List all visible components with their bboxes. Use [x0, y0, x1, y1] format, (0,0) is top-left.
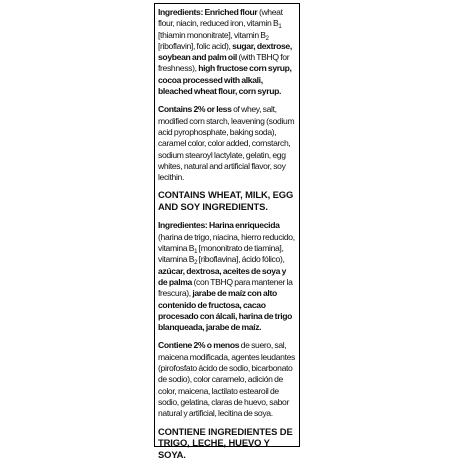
jarabe-cacao-text: jarabe de maíz con alto contenido de fructosa, cacao procesado con álcali, harina de trigo blanqueada, jarabe de maíz. — [158, 288, 292, 332]
subscript-1: 1 — [194, 249, 197, 255]
flour-detail-text: [thiamin mononitrate], vitamin B — [158, 30, 266, 40]
subscript-2: 2 — [194, 260, 197, 266]
subscript-1: 1 — [278, 24, 281, 30]
subscript-2: 2 — [266, 36, 269, 42]
azucar-aceites-text: azúcar, dextrosa, aceites de soya y de palma — [158, 266, 286, 287]
harina-detail-text: [riboflavina], ácido fólico), — [199, 254, 285, 264]
english-allergen-statement: CONTAINS WHEAT, MILK, EGG AND SOY INGREDIENTS. — [158, 189, 295, 212]
ingredients-label-panel — [154, 3, 300, 447]
tbhq-text: (with TBHQ for freshness), — [158, 52, 289, 73]
spanish-allergen-statement: CONTIENE INGREDIENTES DE TRIGO, LECHE, HUEVO Y SOYA. — [158, 426, 295, 460]
minor-ingredients-text: of whey, salt, modified corn starch, leavening (sodium acid pyrophosphate, baking soda), caramel color, color added, cornstarch, sodium stearoyl lactylate, gelatin, egg whites, natural and artificial flavor, soy lecithin. — [158, 104, 294, 182]
harina-detail-text: (harina de trigo, niacina, hierro reducido, vitamina B — [158, 232, 295, 253]
ingredientes-heading: Ingredientes: — [158, 220, 207, 230]
harina-text: Harina enriquecida — [209, 220, 280, 230]
english-minor-ingredients-paragraph — [158, 104, 295, 183]
contiene-2-percent-label: Contiene 2% o menos — [158, 340, 239, 350]
flour-detail-text: (wheat flour, niacin, reduced iron, vitamin B — [158, 7, 283, 28]
hfcs-cocoa-text: high fructose corn syrup, cocoa processed with alkali, bleached wheat flour, corn syrup. — [158, 63, 292, 96]
minor-ingredientes-text: de suero, sal, maicena modificada, agentes leudantes (pirofosfato ácido de sodio, bicarbonato de sodio), color caramelo, adición de color, maicena, lactilato estearoil de sodio, gelatina, claras de huevo, sabor natural y artificial, lecitina de soya. — [158, 340, 295, 418]
spanish-minor-ingredients-paragraph — [158, 340, 295, 419]
enriched-flour-text: Enriched flour — [205, 7, 258, 17]
ingredients-heading: Ingredients: — [158, 7, 203, 17]
spanish-ingredients-paragraph — [158, 220, 295, 333]
flour-detail-text: [riboflavin], folic acid), — [158, 41, 231, 51]
contains-2-percent-label: Contains 2% or less — [158, 104, 232, 114]
harina-detail-text: [mononitrato de tiamina], vitamina B — [158, 243, 284, 264]
tbhq-es-text: (con TBHQ para mantener la frescura), — [158, 277, 293, 298]
sugar-oil-text: sugar, dextrose, soybean and palm oil — [158, 41, 292, 62]
english-ingredients-paragraph — [158, 7, 295, 97]
